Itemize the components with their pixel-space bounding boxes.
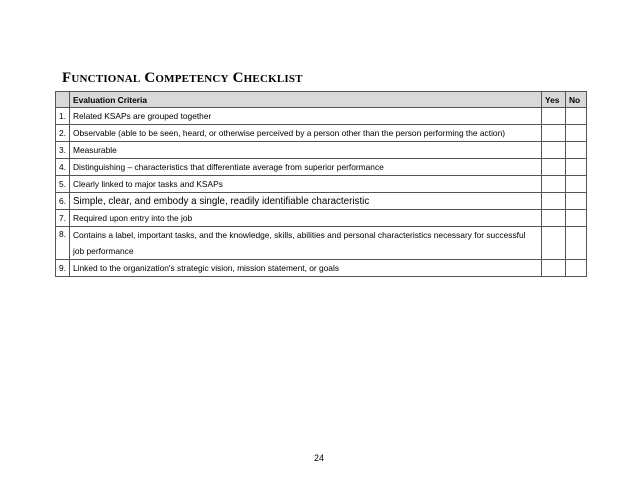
row-criteria: Clearly linked to major tasks and KSAPs xyxy=(70,176,542,193)
row-number: 1. xyxy=(56,108,70,125)
row-criteria: Required upon entry into the job xyxy=(70,210,542,227)
yes-cell[interactable] xyxy=(542,260,566,277)
row-criteria: Linked to the organization's strategic vision, mission statement, or goals xyxy=(70,260,542,277)
row-criteria: Related KSAPs are grouped together xyxy=(70,108,542,125)
row-number: 5. xyxy=(56,176,70,193)
yes-cell[interactable] xyxy=(542,227,566,260)
row-number: 4. xyxy=(56,159,70,176)
no-cell[interactable] xyxy=(566,108,587,125)
no-cell[interactable] xyxy=(566,210,587,227)
row-number: 2. xyxy=(56,125,70,142)
row-number: 6. xyxy=(56,193,70,210)
table-row xyxy=(56,227,587,260)
header-no: No xyxy=(566,92,587,108)
header-yes: Yes xyxy=(542,92,566,108)
competency-checklist-table xyxy=(55,91,587,277)
no-cell[interactable] xyxy=(566,227,587,260)
row-number: 9. xyxy=(56,260,70,277)
table-header-row xyxy=(56,92,587,108)
no-cell[interactable] xyxy=(566,260,587,277)
table-row xyxy=(56,159,587,176)
row-criteria: Contains a label, important tasks, and the knowledge, skills, abilities and personal characteristics necessary for successful job performance xyxy=(70,227,542,260)
row-number: 8. xyxy=(56,227,70,260)
row-criteria: Distinguishing – characteristics that differentiate average from superior performance xyxy=(70,159,542,176)
page-title: Functional Competency Checklist xyxy=(62,70,303,86)
table-row xyxy=(56,108,587,125)
no-cell[interactable] xyxy=(566,125,587,142)
row-criteria: Measurable xyxy=(70,142,542,159)
table-row xyxy=(56,125,587,142)
no-cell[interactable] xyxy=(566,193,587,210)
yes-cell[interactable] xyxy=(542,142,566,159)
row-number: 3. xyxy=(56,142,70,159)
yes-cell[interactable] xyxy=(542,159,566,176)
page-number: 24 xyxy=(313,453,324,463)
yes-cell[interactable] xyxy=(542,193,566,210)
yes-cell[interactable] xyxy=(542,125,566,142)
header-evaluation-criteria: Evaluation Criteria xyxy=(70,92,542,108)
row-criteria: Observable (able to be seen, heard, or otherwise perceived by a person other than the person performing the action) xyxy=(70,125,542,142)
yes-cell[interactable] xyxy=(542,176,566,193)
yes-cell[interactable] xyxy=(542,108,566,125)
row-number: 7. xyxy=(56,210,70,227)
yes-cell[interactable] xyxy=(542,210,566,227)
no-cell[interactable] xyxy=(566,159,587,176)
header-number xyxy=(56,92,70,108)
table-row xyxy=(56,142,587,159)
table-row xyxy=(56,176,587,193)
table-row xyxy=(56,260,587,277)
table-row xyxy=(56,193,587,210)
no-cell[interactable] xyxy=(566,142,587,159)
no-cell[interactable] xyxy=(566,176,587,193)
row-criteria: Simple, clear, and embody a single, readily identifiable characteristic xyxy=(70,193,542,210)
table-row xyxy=(56,210,587,227)
